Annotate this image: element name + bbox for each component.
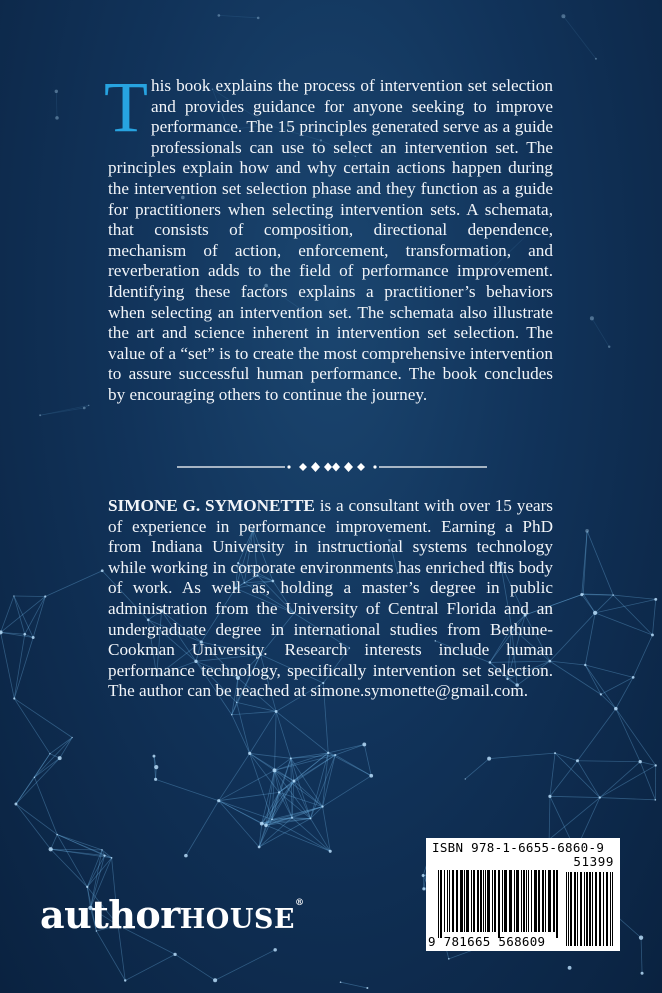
ornamental-divider [177, 458, 487, 476]
logo-author: author [40, 892, 180, 937]
price-code: 51399 [573, 854, 614, 869]
registered-mark: ® [294, 898, 304, 908]
drop-cap: T [104, 67, 148, 147]
description-text: his book explains the process of intervention set selection and provides guidance for anyone seeking to improve performance. The 15 principles generated serve as a guide professionals can use to select an intervention set. The principles explain how and why certain actions happen during the intervention set selection phase and they function as a guide for practitioners when selecting intervention sets. A schemata, that consists of composition, directional dependence, mechanism of action, enforcement, transformation, and reverberation adds to the field of performance improvement. Identifying these factors explains a practitioner’s behaviors when selecting an intervention set. The schemata also illustrate the art and science inherent in intervention set selection. The value of a “set” is to create the most comprehensive intervention to assure successful human performance. The book concludes by encouraging others to continue the journey. [108, 76, 553, 404]
isbn-number: ISBN 978-1-6655-6860-9 [432, 840, 605, 855]
author-bio-text: is a consultant with over 15 years of experience in performance improvement. Earning a PhD from Indiana University in instructional systems technology while working in corporate environments has enriched this body of work. As well as, holding a master’s degree in public administration from the University of Central Florida and an undergraduate degree in international studies from Bethune-Cookman University. Research interests include human performance technology, specifically intervention set selection. The author can be reached at simone.symonette@gmail.com. [108, 496, 553, 701]
ean-digits: 9 781665 568609 [428, 934, 546, 949]
logo-house: HOUSE [179, 904, 295, 935]
publisher-logo [40, 892, 303, 937]
author-name: SIMONE G. SYMONETTE [108, 496, 315, 515]
book-description [104, 67, 553, 406]
author-bio [108, 496, 553, 702]
isbn-barcode [426, 838, 620, 951]
